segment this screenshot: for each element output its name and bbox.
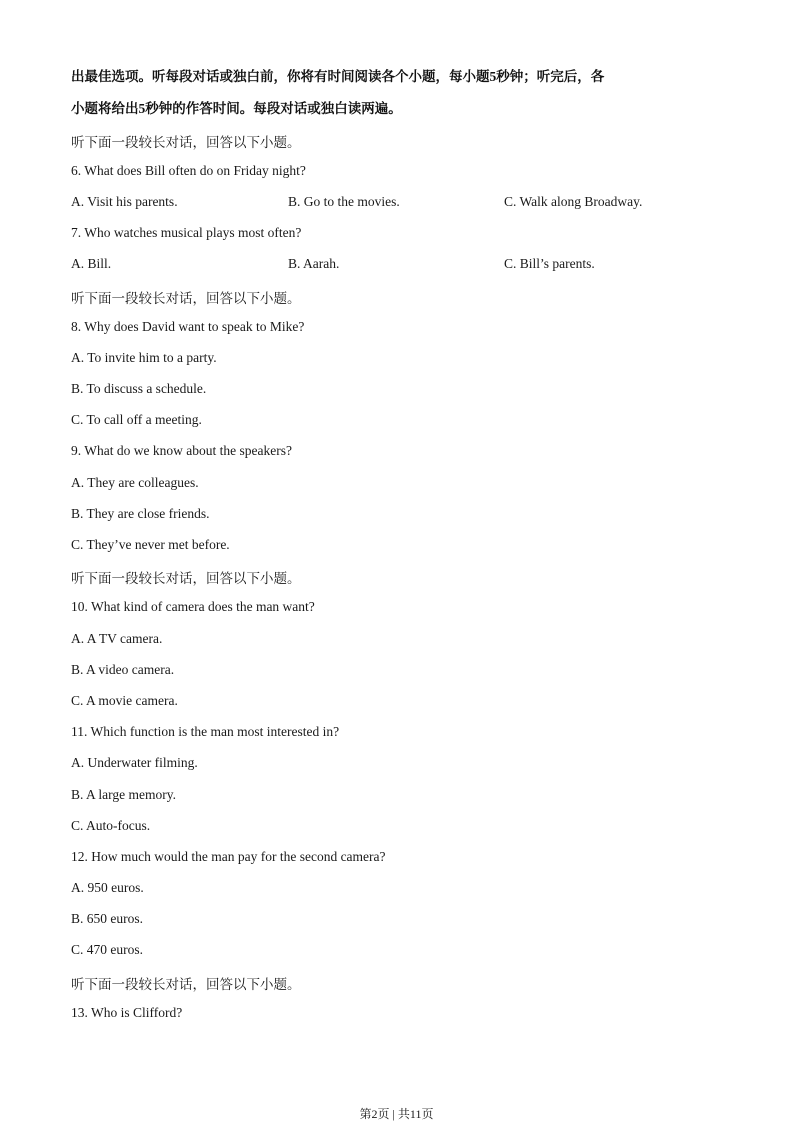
- option-a: A. 950 euros.: [71, 880, 144, 895]
- question-10: 10. What kind of camera does the man want?: [71, 599, 315, 614]
- question-11: 11. Which function is the man most interested in?: [71, 724, 340, 739]
- option-a: A. To invite him to a party.: [71, 350, 217, 365]
- section-instruction: 听下面一段较长对话，回答以下小题。: [71, 977, 301, 992]
- section-instruction: 听下面一段较长对话，回答以下小题。: [71, 291, 301, 306]
- option-b: B. To discuss a schedule.: [71, 381, 207, 396]
- option-b: B. A large memory.: [71, 787, 176, 802]
- question-7: 7. Who watches musical plays most often?: [71, 225, 302, 240]
- question-12: 12. How much would the man pay for the second camera?: [71, 849, 386, 864]
- question-13: 13. Who is Clifford?: [71, 1005, 183, 1020]
- option-a: A. Visit his parents.: [71, 194, 178, 209]
- option-c: C. They’ve never met before.: [71, 537, 230, 552]
- question-8: 8. Why does David want to speak to Mike?: [71, 319, 305, 334]
- option-b: B. Go to the movies.: [288, 194, 400, 209]
- page-footer: 第2页 | 共11页: [359, 1107, 434, 1121]
- option-b: B. Aarah.: [288, 256, 340, 271]
- section-instruction: 听下面一段较长对话，回答以下小题。: [71, 135, 301, 150]
- option-b: B. They are close friends.: [71, 506, 210, 521]
- option-c: C. Bill’s parents.: [504, 256, 595, 271]
- option-c: C. 470 euros.: [71, 942, 143, 957]
- option-c: C. A movie camera.: [71, 693, 178, 708]
- option-a: A. They are colleagues.: [71, 475, 199, 490]
- intro-line-2: 小题将给出5秒钟的作答时间。每段对话或独白读两遍。: [71, 101, 402, 116]
- option-a: A. Underwater filming.: [71, 755, 198, 770]
- option-a: A. A TV camera.: [71, 631, 163, 646]
- option-c: C. To call off a meeting.: [71, 412, 202, 427]
- option-b: B. 650 euros.: [71, 911, 143, 926]
- question-6: 6. What does Bill often do on Friday night?: [71, 163, 306, 178]
- option-a: A. Bill.: [71, 256, 112, 271]
- option-c: C. Auto-focus.: [71, 818, 151, 833]
- question-9: 9. What do we know about the speakers?: [71, 443, 292, 458]
- option-b: B. A video camera.: [71, 662, 175, 677]
- section-instruction: 听下面一段较长对话，回答以下小题。: [71, 571, 301, 586]
- intro-line-1: 出最佳选项。听每段对话或独白前，你将有时间阅读各个小题，每小题5秒钟；听完后，各: [71, 69, 605, 84]
- option-c: C. Walk along Broadway.: [504, 194, 643, 209]
